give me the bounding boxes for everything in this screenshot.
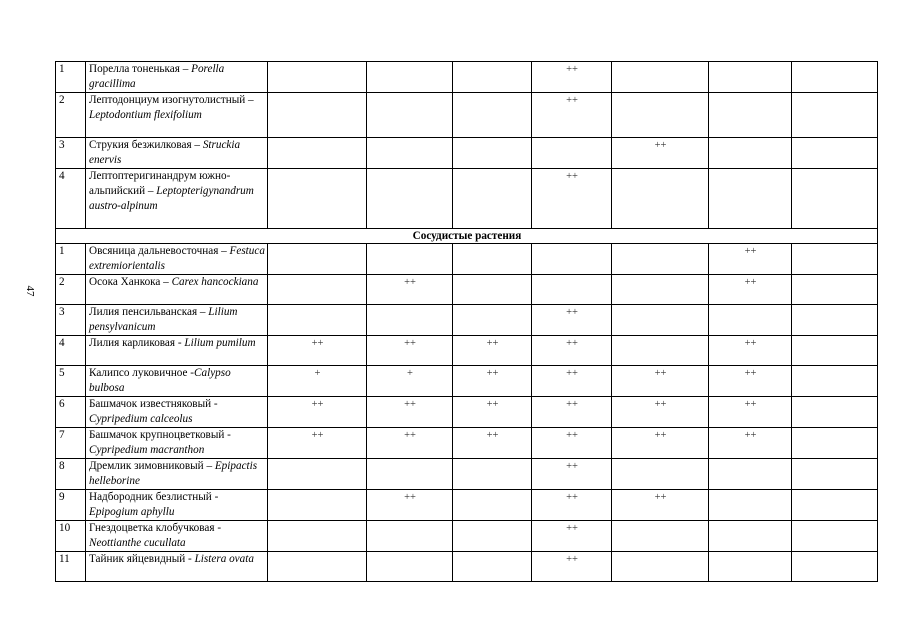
occurrence-mark: ++ — [532, 459, 612, 490]
occurrence-mark — [367, 521, 453, 552]
occurrence-mark — [792, 62, 878, 93]
species-name-latin: Porella gracillima — [89, 63, 225, 90]
species-name — [86, 93, 268, 138]
occurrence-mark — [612, 62, 709, 93]
section-title: Сосудистые растения — [56, 229, 878, 244]
occurrence-mark — [612, 275, 709, 305]
occurrence-mark — [532, 275, 612, 305]
occurrence-mark — [532, 244, 612, 275]
occurrence-mark — [367, 169, 453, 229]
occurrence-mark — [453, 459, 532, 490]
row-number: 3 — [56, 305, 86, 336]
species-name-ru: Гнездоцветка клобучковая - — [89, 522, 222, 534]
occurrence-mark — [268, 138, 367, 169]
species-name-latin: Carex hancockiana — [171, 276, 259, 288]
occurrence-mark — [612, 305, 709, 336]
table-row — [56, 305, 878, 336]
occurrence-mark: + — [268, 366, 367, 397]
occurrence-mark — [268, 552, 367, 582]
occurrence-mark — [792, 428, 878, 459]
table-row — [56, 459, 878, 490]
row-number: 7 — [56, 428, 86, 459]
occurrence-mark — [268, 490, 367, 521]
occurrence-mark: ++ — [532, 366, 612, 397]
table-row — [56, 366, 878, 397]
occurrence-mark: ++ — [268, 428, 367, 459]
species-name-latin: Lilium pumilum — [184, 337, 256, 349]
occurrence-mark — [792, 552, 878, 582]
occurrence-mark — [268, 275, 367, 305]
species-name-latin: Cypripedium calceolus — [89, 413, 193, 425]
species-name-latin: Neottianthe cucullata — [89, 537, 186, 549]
occurrence-mark — [268, 459, 367, 490]
occurrence-mark: ++ — [532, 169, 612, 229]
occurrence-mark: ++ — [367, 336, 453, 366]
occurrence-mark: ++ — [453, 397, 532, 428]
row-number: 4 — [56, 169, 86, 229]
occurrence-mark: ++ — [612, 428, 709, 459]
occurrence-mark — [367, 552, 453, 582]
occurrence-mark: ++ — [367, 428, 453, 459]
species-name-ru: Порелла тоненькая – — [89, 63, 192, 75]
occurrence-mark — [612, 552, 709, 582]
occurrence-mark — [367, 244, 453, 275]
occurrence-mark — [792, 244, 878, 275]
occurrence-mark: ++ — [612, 490, 709, 521]
species-name-ru: Лилия пенсильванская – — [89, 306, 209, 318]
species-name-ru: Тайник яйцевидный - — [89, 553, 195, 565]
occurrence-mark — [709, 93, 792, 138]
species-name — [86, 244, 268, 275]
species-name-ru: Лептодонциум изогнутолистный – — [89, 94, 254, 106]
occurrence-mark: ++ — [453, 366, 532, 397]
occurrence-mark: ++ — [532, 305, 612, 336]
occurrence-mark — [612, 459, 709, 490]
occurrence-mark: ++ — [453, 336, 532, 366]
occurrence-mark — [367, 62, 453, 93]
occurrence-mark: ++ — [532, 62, 612, 93]
species-name-ru: Башмачок крупноцветковый - — [89, 429, 231, 441]
occurrence-mark: ++ — [532, 428, 612, 459]
species-name-ru: Лилия карликовая - — [89, 337, 185, 349]
species-name — [86, 490, 268, 521]
occurrence-mark — [709, 521, 792, 552]
occurrence-mark — [792, 93, 878, 138]
occurrence-mark: ++ — [709, 428, 792, 459]
table-row — [56, 552, 878, 582]
occurrence-mark: ++ — [612, 138, 709, 169]
occurrence-mark — [367, 305, 453, 336]
species-name — [86, 169, 268, 229]
section-header-row — [56, 229, 878, 244]
occurrence-mark — [268, 93, 367, 138]
table-row — [56, 275, 878, 305]
occurrence-mark — [709, 62, 792, 93]
species-name-latin: Epipactis helleborine — [89, 460, 258, 487]
species-name — [86, 336, 268, 366]
occurrence-mark: ++ — [532, 490, 612, 521]
species-name-latin: Calypso bulbosa — [89, 367, 231, 394]
occurrence-mark — [453, 305, 532, 336]
occurrence-mark — [612, 93, 709, 138]
table-row — [56, 244, 878, 275]
occurrence-mark — [612, 336, 709, 366]
occurrence-mark: ++ — [367, 275, 453, 305]
row-number: 6 — [56, 397, 86, 428]
species-name-latin: Leptodontium flexifolium — [89, 109, 202, 121]
occurrence-mark — [367, 138, 453, 169]
species-name-latin: Festuca extremiorientalis — [89, 245, 265, 272]
occurrence-mark: ++ — [367, 397, 453, 428]
occurrence-mark: ++ — [532, 397, 612, 428]
occurrence-mark — [453, 490, 532, 521]
occurrence-mark — [612, 169, 709, 229]
species-name-latin: Epipogium aphyllu — [89, 506, 175, 518]
species-name-ru: Башмачок известняковый - — [89, 398, 218, 410]
species-name — [86, 521, 268, 552]
row-number: 3 — [56, 138, 86, 169]
species-name-ru: Калипсо луковичное - — [89, 367, 195, 379]
page-number: 47 — [24, 285, 36, 297]
occurrence-mark: ++ — [709, 397, 792, 428]
occurrence-mark — [709, 138, 792, 169]
occurrence-mark: ++ — [532, 93, 612, 138]
occurrence-mark: ++ — [268, 336, 367, 366]
row-number: 1 — [56, 244, 86, 275]
species-table — [55, 61, 878, 582]
species-name-latin: Struckia enervis — [89, 139, 241, 166]
occurrence-mark: ++ — [709, 244, 792, 275]
occurrence-mark: ++ — [709, 366, 792, 397]
occurrence-mark — [792, 169, 878, 229]
species-name-ru: Дремлик зимовниковый – — [89, 460, 215, 472]
occurrence-mark — [268, 305, 367, 336]
occurrence-mark: ++ — [453, 428, 532, 459]
occurrence-mark: ++ — [709, 336, 792, 366]
species-name-latin: Leptopterigynandrum austro-alpinum — [89, 185, 254, 212]
species-name-ru: Надбородник безлистный - — [89, 491, 219, 503]
occurrence-mark — [792, 521, 878, 552]
row-number: 2 — [56, 275, 86, 305]
occurrence-mark — [453, 552, 532, 582]
occurrence-mark — [367, 93, 453, 138]
table-row — [56, 138, 878, 169]
occurrence-mark — [532, 138, 612, 169]
species-name — [86, 397, 268, 428]
occurrence-mark — [792, 397, 878, 428]
occurrence-mark — [709, 552, 792, 582]
occurrence-mark: ++ — [612, 397, 709, 428]
occurrence-mark — [709, 305, 792, 336]
species-name — [86, 275, 268, 305]
occurrence-mark: ++ — [709, 275, 792, 305]
occurrence-mark — [792, 336, 878, 366]
species-name-latin: Cypripedium macranthon — [89, 444, 205, 456]
occurrence-mark — [268, 521, 367, 552]
occurrence-mark — [268, 62, 367, 93]
occurrence-mark: ++ — [268, 397, 367, 428]
occurrence-mark — [792, 459, 878, 490]
occurrence-mark — [268, 169, 367, 229]
occurrence-mark: + — [367, 366, 453, 397]
occurrence-mark — [612, 244, 709, 275]
occurrence-mark — [453, 169, 532, 229]
occurrence-mark — [612, 521, 709, 552]
table-row — [56, 428, 878, 459]
row-number: 1 — [56, 62, 86, 93]
species-name-ru: Осока Ханкока – — [89, 276, 172, 288]
occurrence-mark — [709, 490, 792, 521]
row-number: 5 — [56, 366, 86, 397]
row-number: 11 — [56, 552, 86, 582]
table-row — [56, 62, 878, 93]
species-name — [86, 305, 268, 336]
occurrence-mark — [367, 459, 453, 490]
occurrence-mark — [268, 244, 367, 275]
species-name-ru: Струкия безжилковая – — [89, 139, 203, 151]
occurrence-mark — [453, 93, 532, 138]
occurrence-mark — [792, 138, 878, 169]
table-row — [56, 521, 878, 552]
occurrence-mark — [709, 459, 792, 490]
table-row — [56, 336, 878, 366]
occurrence-mark — [792, 305, 878, 336]
occurrence-mark — [453, 138, 532, 169]
table-row — [56, 490, 878, 521]
occurrence-mark — [453, 244, 532, 275]
occurrence-mark: ++ — [367, 490, 453, 521]
species-name — [86, 428, 268, 459]
table-row — [56, 169, 878, 229]
species-name — [86, 552, 268, 582]
species-name-ru: Лептоптеригинандрум южно-альпийский – — [89, 170, 231, 197]
species-name — [86, 138, 268, 169]
species-name — [86, 459, 268, 490]
species-name — [86, 62, 268, 93]
row-number: 9 — [56, 490, 86, 521]
occurrence-mark: ++ — [532, 521, 612, 552]
species-name-latin: Lilium pensylvanicum — [89, 306, 238, 333]
row-number: 8 — [56, 459, 86, 490]
row-number: 10 — [56, 521, 86, 552]
occurrence-mark — [792, 366, 878, 397]
row-number: 4 — [56, 336, 86, 366]
occurrence-mark — [792, 490, 878, 521]
occurrence-mark: ++ — [532, 336, 612, 366]
occurrence-mark — [709, 169, 792, 229]
species-name — [86, 366, 268, 397]
row-number: 2 — [56, 93, 86, 138]
occurrence-mark: ++ — [612, 366, 709, 397]
occurrence-mark — [453, 275, 532, 305]
species-name-latin: Listera ovata — [194, 553, 254, 565]
species-name-ru: Овсяница дальневосточная – — [89, 245, 230, 257]
occurrence-mark: ++ — [532, 552, 612, 582]
occurrence-mark — [453, 62, 532, 93]
table-row — [56, 397, 878, 428]
table-row — [56, 93, 878, 138]
occurrence-mark — [453, 521, 532, 552]
occurrence-mark — [792, 275, 878, 305]
